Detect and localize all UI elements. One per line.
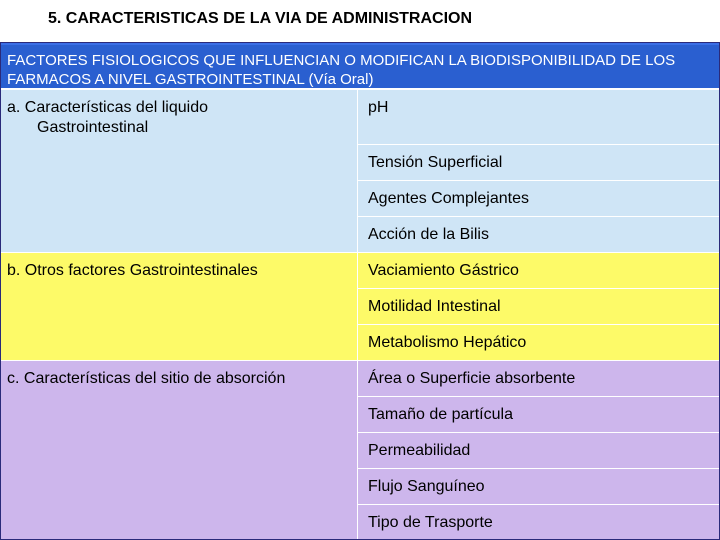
slide-title: 5. CARACTERISTICAS DE LA VIA DE ADMINISTRACION (48, 10, 473, 27)
group-c-item-3: Permeabilidad (358, 433, 719, 469)
group-a-item-4: Acción de la Bilis (358, 217, 719, 253)
group-c-label (1, 361, 358, 540)
group-a-label-line2: Gastrointestinal (37, 119, 149, 136)
group-b-label-line1: b. Otros factores Gastrointestinales (7, 262, 258, 279)
group-a-label (1, 90, 358, 253)
group-a-item-2: Tensión Superficial (358, 145, 719, 181)
group-b-item-2: Motilidad Intestinal (358, 289, 719, 325)
group-c-item-1: Área o Superficie absorbente (358, 361, 719, 397)
group-c-item-4: Flujo Sanguíneo (358, 469, 719, 505)
group-a-label-line1: a. Características del liquido (7, 99, 208, 116)
group-c-item-5: Tipo de Trasporte (358, 505, 719, 540)
group-c-item-2: Tamaño de partícula (358, 397, 719, 433)
group-b-item-3: Metabolismo Hepático (358, 325, 719, 361)
group-c-label-line1: c. Características del sitio de absorción (7, 370, 286, 387)
group-b-label (1, 253, 358, 361)
group-a-item-1: pH (358, 90, 719, 145)
table-header: FACTORES FISIOLOGICOS QUE INFLUENCIAN O MODIFICAN LA BIODISPONIBILIDAD DE LOS FARMACOS A NIVEL GASTROINTESTINAL (Vía Oral) (1, 43, 719, 90)
group-a-item-3: Agentes Complejantes (358, 181, 719, 217)
group-b-item-1: Vaciamiento Gástrico (358, 253, 719, 289)
